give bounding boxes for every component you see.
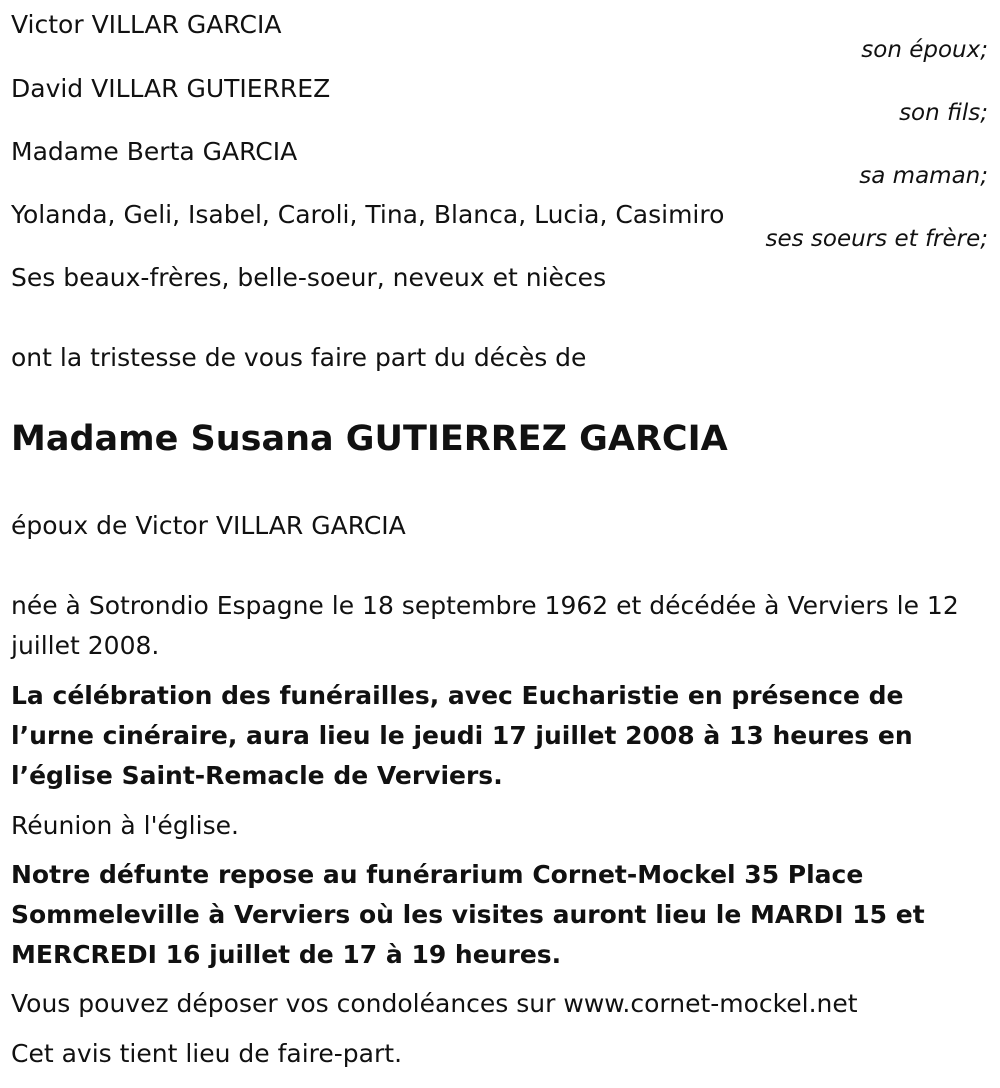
family-member-relation: ses soeurs et frère; <box>765 226 988 252</box>
family-member-relation: sa maman; <box>859 163 988 189</box>
family-member-name: Yolanda, Geli, Isabel, Caroli, Tina, Blanca, Lucia, Casimiro <box>11 200 725 229</box>
funerarium-details: Notre défunte repose au funérarium Cornet-Mockel 35 Place Sommeleville à Verviers où les visites auront lieu le MARDI 15 et MERCREDI 16 juillet de 17 à 19 heures. <box>11 860 925 969</box>
extended-family: Ses beaux-frères, belle-soeur, neveux et nièces <box>11 263 607 292</box>
closing-note: Cet avis tient lieu de faire-part. <box>11 1039 403 1068</box>
family-member-name: Victor VILLAR GARCIA <box>11 10 282 39</box>
meeting-note: Réunion à l'église. <box>11 811 239 840</box>
family-member-name: Madame Berta GARCIA <box>11 137 298 166</box>
spouse-line: époux de Victor VILLAR GARCIA <box>11 511 406 540</box>
family-member-name: David VILLAR GUTIERREZ <box>11 74 331 103</box>
funeral-details: La célébration des funérailles, avec Eucharistie en présence de l’urne cinéraire, aura lieu le jeudi 17 juillet 2008 à 13 heures en l’église Saint-Remacle de Verviers. <box>11 681 913 790</box>
deceased-name: Madame Susana GUTIERREZ GARCIA <box>11 419 728 459</box>
announcement-text: ont la tristesse de vous faire part du décès de <box>11 343 587 372</box>
birth-death-details: née à Sotrondio Espagne le 18 septembre 1962 et décédée à Verviers le 12 juillet 2008. <box>11 591 959 660</box>
family-member-relation: son époux; <box>861 37 988 63</box>
family-member-relation: son fils; <box>899 100 988 126</box>
condolences-note: Vous pouvez déposer vos condoléances sur www.cornet-mockel.net <box>11 989 858 1018</box>
